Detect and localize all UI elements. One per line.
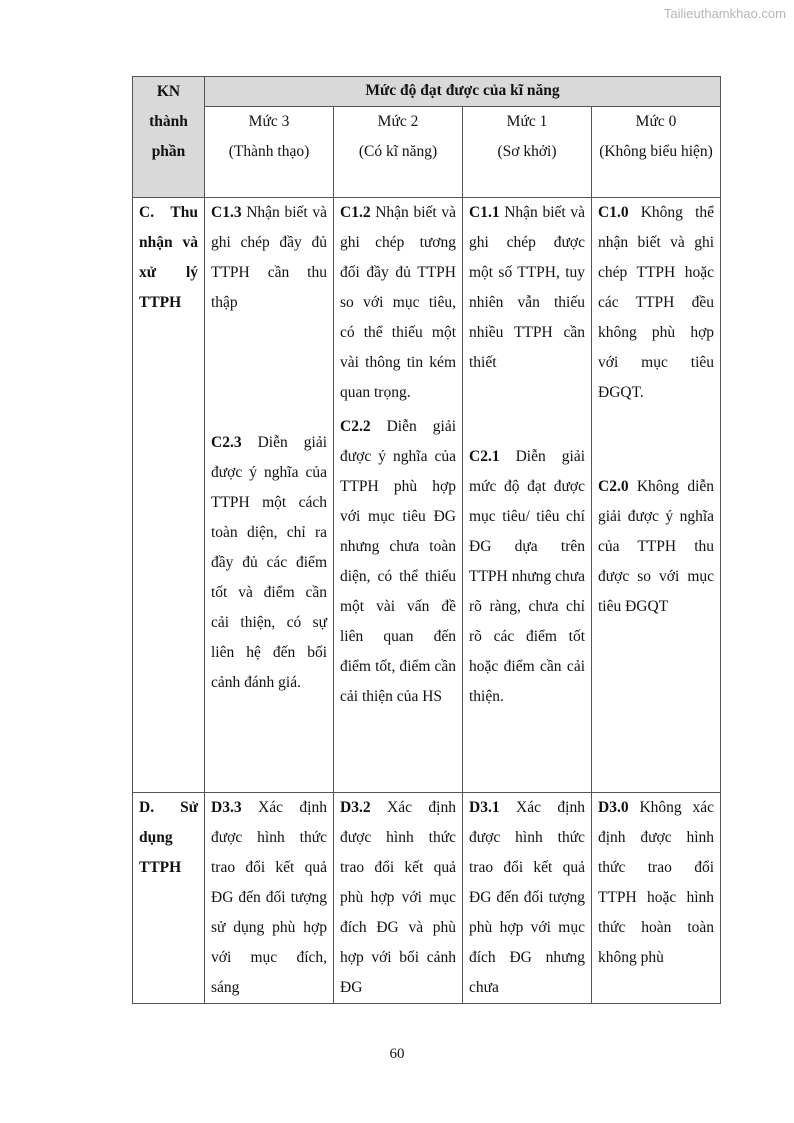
criterion xyxy=(598,472,714,622)
rubric-cell xyxy=(334,793,463,1004)
criterion-code: D3.1 xyxy=(469,799,500,816)
criterion xyxy=(469,442,585,712)
criterion xyxy=(598,793,714,973)
criterion-text: Nhận biết và ghi chép được một số TTPH, tuy nhiên vẫn thiếu nhiều TTPH cần thiết xyxy=(469,204,585,371)
level-0-header xyxy=(592,107,721,198)
kn-header: KN thành phần xyxy=(133,77,205,198)
level-2-header xyxy=(334,107,463,198)
level-1-desc: (Sơ khởi) xyxy=(497,143,557,160)
level-2-desc: (Có kĩ năng) xyxy=(358,143,438,160)
criterion-text: Không thể nhận biết và ghi chép TTPH hoặc các TTPH đều không phù hợp với mục tiêu ĐGQT. xyxy=(598,204,715,401)
criterion-text: Nhận biết và ghi chép đầy đủ TTPH cần thu thập xyxy=(211,204,327,311)
level-0-name: Mức 0 xyxy=(635,113,677,130)
criterion-code: C1.2 xyxy=(340,204,371,221)
level-0-desc: (Không biểu hiện) xyxy=(599,143,713,160)
criterion xyxy=(598,198,714,408)
page-number: 60 xyxy=(389,1046,405,1062)
criterion-text: Diễn giải được ý nghĩa của TTPH phù hợp với mục tiêu ĐG nhưng chưa toàn diện, có thể thiếu một vài vấn đề liên quan đến điểm tốt, điểm cần cải thiện của HS xyxy=(340,418,457,705)
rubric-cell xyxy=(463,793,592,1004)
skill-label: C. Thu nhận và xử lý TTPH xyxy=(133,198,205,793)
criterion-code: C1.1 xyxy=(469,204,500,221)
criterion-text: Xác định được hình thức trao đổi kết quả phù hợp với mục đích ĐG và phù hợp với bối cảnh ĐG xyxy=(340,799,456,996)
level-3-header xyxy=(205,107,334,198)
criterion xyxy=(340,793,456,1003)
criterion-code: D3.0 xyxy=(598,799,629,816)
criterion-text: Diễn giải mức độ đạt được mục tiêu/ tiêu chí ĐG dựa trên TTPH nhưng chưa rõ ràng, chưa chỉ rõ các điểm tốt hoặc điểm cần cải thiện. xyxy=(469,448,586,705)
rubric-cell xyxy=(592,793,721,1004)
rubric-cell xyxy=(205,793,334,1004)
criterion-code: C1.3 xyxy=(211,204,242,221)
criterion-code: C1.0 xyxy=(598,204,629,221)
criterion-text: Diễn giải được ý nghĩa của TTPH một cách toàn diện, chỉ ra đầy đủ các điểm tốt và điểm cần cải thiện, có sự liên hệ đến bối cảnh đánh giá. xyxy=(211,434,328,691)
level-3-desc: (Thành thạo) xyxy=(228,143,310,160)
level-2-name: Mức 2 xyxy=(377,113,419,130)
rubric-cell xyxy=(463,198,592,793)
criterion xyxy=(211,198,327,318)
criterion xyxy=(469,793,585,1003)
criterion-text: Không xác định được hình thức trao đổi TTPH hoặc hình thức hoàn toàn không phù xyxy=(598,799,715,966)
watermark: Tailieuthamkhao.com xyxy=(663,6,786,21)
criterion xyxy=(211,793,327,1003)
criterion xyxy=(340,198,456,408)
criterion xyxy=(211,428,327,698)
criterion-code: C2.2 xyxy=(340,418,371,435)
header-row-2 xyxy=(133,107,721,198)
level-1-header xyxy=(463,107,592,198)
criterion-text: Xác định được hình thức trao đổi kết quả ĐG đến đối tượng sử dụng phù hợp với mục đích, sáng xyxy=(211,799,327,996)
criterion xyxy=(469,198,585,378)
skill-label: D. Sử dụng TTPH xyxy=(133,793,205,1004)
criterion-text: Không diễn giải được ý nghĩa của TTPH thu được so với mục tiêu ĐGQT xyxy=(598,478,715,615)
level-1-name: Mức 1 xyxy=(506,113,548,130)
criterion-text: Nhận biết và ghi chép tương đối đầy đủ TTPH so với mục tiêu, có thể thiếu một vài thông tin kém quan trọng. xyxy=(340,204,456,401)
rubric-table xyxy=(132,76,721,1004)
level-group-header: Mức độ đạt được của kĩ năng xyxy=(205,77,721,107)
criterion-code: D3.2 xyxy=(340,799,371,816)
rubric-cell xyxy=(205,198,334,793)
criterion-code: C2.1 xyxy=(469,448,500,465)
criterion xyxy=(340,412,456,712)
criterion-text: Xác định được hình thức trao đổi kết quả ĐG đến đối tượng phù hợp với mục đích ĐG nhưng chưa xyxy=(469,799,585,996)
rubric-cell xyxy=(334,198,463,793)
header-row-1 xyxy=(133,77,721,107)
criterion-code: C2.0 xyxy=(598,478,629,495)
level-3-name: Mức 3 xyxy=(248,113,290,130)
table-row xyxy=(133,198,721,793)
criterion-code: C2.3 xyxy=(211,434,242,451)
table-row xyxy=(133,793,721,1004)
criterion-code: D3.3 xyxy=(211,799,242,816)
rubric-cell xyxy=(592,198,721,793)
